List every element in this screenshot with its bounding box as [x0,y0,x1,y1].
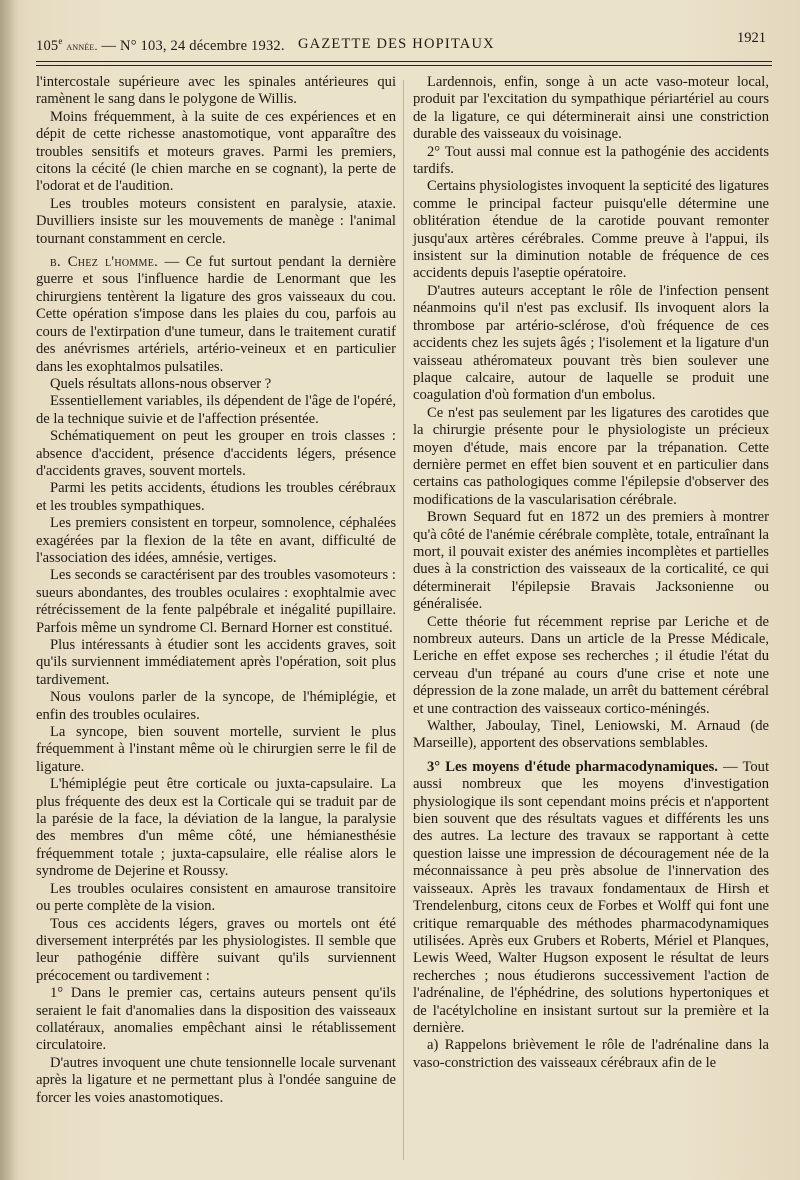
column-divider [403,80,404,1160]
paragraph: Tous ces accidents légers, graves ou mortels ont été diversement interprétés par les physiologistes. Il semble que leur pathogénie diffère suivant qu'ils surviennent précocement ou tardivement : [36,915,396,984]
binding-shadow [0,0,18,1180]
paragraph: Certains physiologistes invoquent la septicité des ligatures comme le principal facteur puisqu'elle détermine une oblitération étendue de la carotide pouvant remonter jusqu'aux artères cérébrales. Comme preuve à l'appui, ils insistent sur la diminution notable de fréquence de ces accidents depuis l'aseptie opératoire. [413,178,769,282]
paragraph: Brown Sequard fut en 1872 un des premiers à montrer qu'à côté de l'anémie cérébrale complète, totale, entraînant la mort, il pouvait exister des anémies incomplètes et partielles dues à la constriction des vaisseaux de la corticalité, ce qui déterminerait l'épilepsie Bravais Jacksonienne ou généralisée. [413,509,769,613]
year-suffix: e [58,36,63,46]
section-lead: b. Chez l'homme. [50,254,159,271]
paragraph: Quels résultats allons-nous observer ? [50,375,272,392]
paragraph-text: — Tout aussi nombreux que les moyens d'investigation physiologique ils sont cependant moins précis et n'apportent bien souvent que des résultats vagues et différents les uns des autres. La lecture des travaux se rapportant à cette question laisse une impression de découragement née de la méconnaissance à peu près absolue de l'innervation des vaisseaux. Après les travaux fondamentaux de Hirsh et Trendelenburg, citons ceux de Forbes et Wolff qui font une critique remarquable des méthodes pharmacodynamiques utilisées. Après eux Grubers et Roberts, Mériel et Planques, Lewis Weed, Walter Hugson exposent le résultat de leurs recherches ; nous étudierons successivement l'action de l'adrénaline, de l'éphédrine, des solutions hypertoniques et de l'acétylcholine en insistant surtout sur la première et la dernière. [413,758,770,1036]
paragraph: Les premiers consistent en torpeur, somnolence, céphalées exagérées par la flexion de la tête en avant, difficulté de l'association des idées, amnésie, vertiges. [36,515,396,566]
right-column [413,74,769,1072]
paragraph: Walther, Jaboulay, Tinel, Leniowski, M. Arnaud (de Marseille), apportent des observations semblables. [413,718,769,752]
paragraph: 2° Tout aussi mal connue est la pathogénie des accidents tardifs. [413,143,769,178]
year-number: 105 [36,37,59,54]
paragraph: Les seconds se caractérisent par des troubles vasomoteurs : sueurs abondantes, des troubles oculaires : exophtalmie avec rétrécissement de la fente palpébrale et inégalité pupillaire. Parfois même un syndrome Cl. Bernard Horner est constitué. [36,567,396,636]
paragraph: Parmi les petits accidents, étudions les troubles cérébraux et les troubles sympathiques. [36,480,396,514]
paragraph-text: — Ce fut surtout pendant la dernière guerre et sous l'influence hardie de Lenormant que les chirurgiens tentèrent la ligature des gros vaisseaux du cou. Cette opération s'impose dans les plaies du cou, parfois au cours de l'extirpation d'une tumeur, dans le traitement curatif des anévrismes artériels, artério-veineux et en particulier dans les exophtalmos pulsatiles. [36,254,397,375]
paragraph: l'intercostale supérieure avec les spinales antérieures qui ramènent le sang dans le polygone de Willis. [36,74,396,108]
paragraph: Les troubles oculaires consistent en amaurose transitoire ou perte complète de la vision. [36,880,396,915]
page-header [36,30,766,56]
issue-info [36,36,285,55]
paragraph: Les troubles moteurs consistent en paralysie, ataxie. Duvilliers insiste sur les mouvements de manège : l'animal tournant constamment en cercle. [36,195,396,247]
paragraph: Plus intéressants à étudier sont les accidents graves, soit qu'ils surviennent immédiatement après l'opération, soit plus tardivement. [36,637,396,688]
paragraph: Lardennois, enfin, songe à un acte vaso-moteur local, produit par l'excitation du sympathique périartériel au cours de la ligature, ce qui déterminerait ainsi une constriction durable des vaisseaux du voisinage. [413,74,769,143]
paragraph: Ce n'est pas seulement par les ligatures des carotides que la chirurgie présente pour le physiologiste un précieux moyen d'étude, mais encore par la trépanation. Cette dernière permet en effet bien souvent et en particulier dans certains cas pathologiques comme l'épilepsie d'observer des modifications de la vascularisation cérébrale. [413,404,769,508]
paragraph [36,254,396,376]
paragraph: D'autres invoquent une chute tensionnelle locale survenant après la ligature et ne permettant plus à l'ondée sanguine de forcer les voies anastomotiques. [36,1054,396,1106]
header-rule [36,61,772,62]
paragraph: Schématiquement on peut les grouper en trois classes : absence d'accident, présence d'accidents légers, présence d'accidents graves, souvent mortels. [36,428,396,479]
paragraph: Nous voulons parler de la syncope, de l'hémiplégie, et enfin des troubles oculaires. [36,689,396,723]
page-number: 1921 [737,30,766,46]
header-rule-double [36,65,772,66]
year-word: année. [66,38,98,53]
paragraph: 1° Dans le premier cas, certains auteurs pensent qu'ils seraient le fait d'anomalies dans la disposition des vaisseaux collatéraux, anomalies empêchant ainsi le rétablissement circulatoire. [36,985,396,1054]
paragraph: L'hémiplégie peut être corticale ou juxta-capsulaire. La plus fréquente des deux est la Corticale qui se traduit par de la parésie de la face, la déviation de la langue, la paralysie des membres d'un même côté, une hémianesthésie fréquemment totale ; juxta-capsulaire, elle réalise alors le syndrome de Dejerine et Roussy. [36,776,396,880]
left-column [36,74,396,1107]
section-heading: 3° Les moyens d'étude pharmacodynamiques. [427,758,718,775]
issue-date: — N° 103, 24 décembre 1932. [101,37,285,54]
paragraph: Cette théorie fut récemment reprise par Leriche et de nombreux auteurs. Dans un article de la Presse Médicale, Leriche en effet expose ses recherches ; il étudie l'état du cerveau d'un trépané au cours d'une crise et note une dépression de la zone malade, un arrêt du battement cérébral et une contraction des vaisseaux cortico-méningés. [413,613,769,717]
paragraph: D'autres auteurs acceptant le rôle de l'infection pensent néanmoins qu'il n'est pas exclusif. Ils invoquent alors la thrombose par artério-sclérose, d'où fréquence de ces accidents chez les sujets âgés ; l'isolement et la ligature d'un vaisseau athéromateux pouvant très bien soulever une plaque calcaire, autour de laquelle se produit une coagulation d'où formation d'un embolus. [413,282,769,404]
paragraph: La syncope, bien souvent mortelle, survient le plus fréquemment à l'instant même où le chirurgien serre le fil de ligature. [36,724,396,775]
paragraph: Essentiellement variables, ils dépendent de l'âge de l'opéré, de la technique suivie et de l'affection présentée. [36,393,396,427]
paragraph: Moins fréquemment, à la suite de ces expériences et en dépit de cette richesse anastomotique, vont apparaître des troubles sensitifs et moteurs graves. Parmi les premiers, citons la cécité (le chien marche en se cognant), la perte de l'odorat et de l'audition. [36,108,396,195]
paragraph [413,759,769,1038]
paragraph: a) Rappelons brièvement le rôle de l'adrénaline dans la vaso-constriction des vaisseaux cérébraux afin de le [413,1037,769,1071]
journal-title: GAZETTE DES HOPITAUX [298,36,495,52]
